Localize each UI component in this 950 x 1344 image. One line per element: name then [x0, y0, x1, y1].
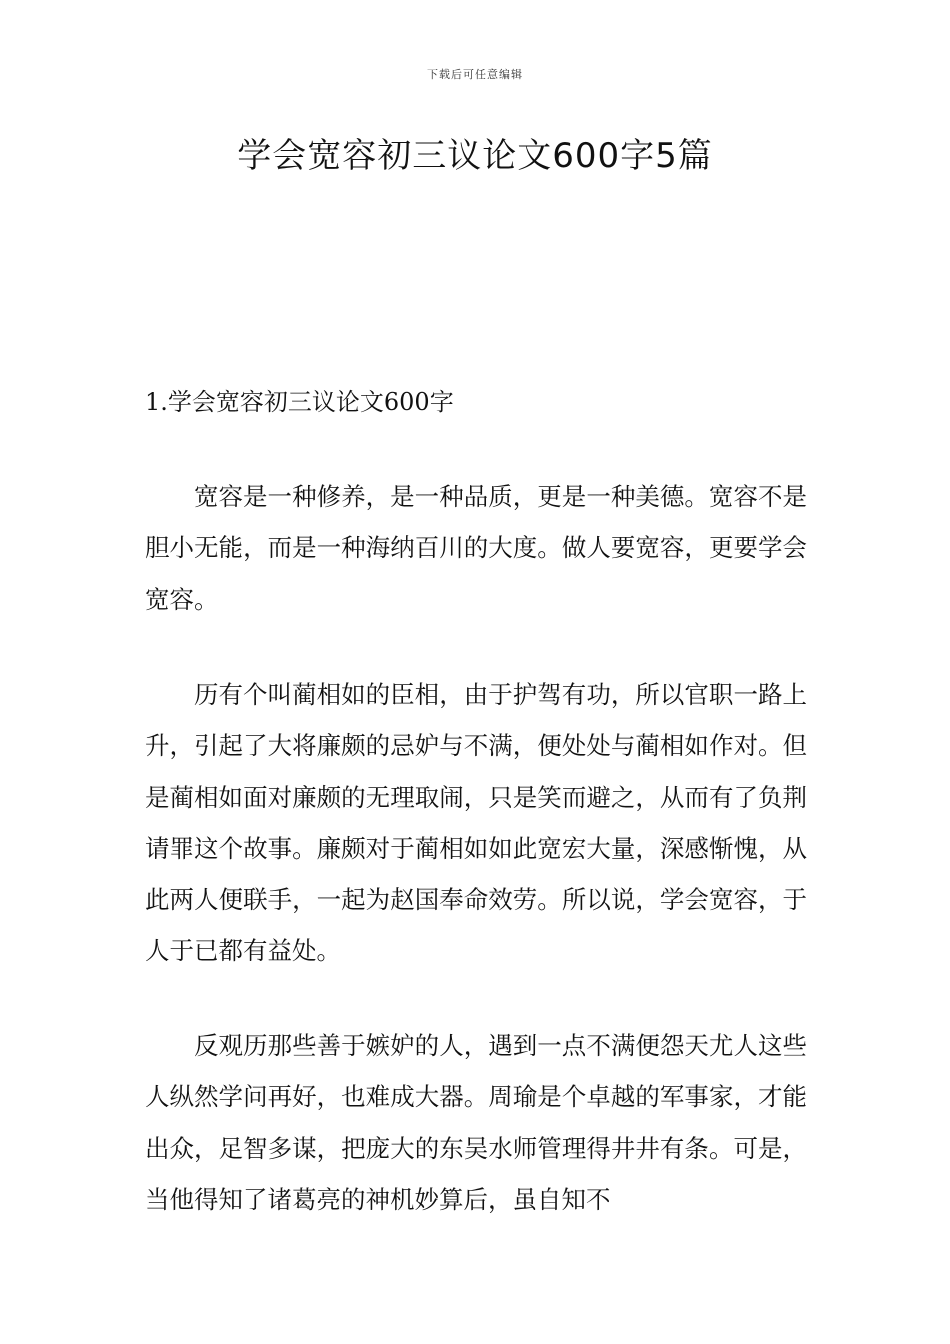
body-paragraph-3: 反观历那些善于嫉妒的人，遇到一点不满便怨天尤人这些人纵然学问再好，也难成大器。周瑜是个卓越的军事家，才能出众，足智多谋，把庞大的东吴水师管理得井井有条。可是，当他得知了诸葛亮的神机妙算后，虽自知不 — [145, 1031, 807, 1214]
header-note: 下载后可任意编辑 — [427, 68, 523, 81]
document-title: 学会宽容初三议论文600字5篇 — [237, 136, 713, 176]
section-heading: 1.学会宽容初三议论文600字 — [145, 388, 454, 416]
body-paragraph-1: 宽容是一种修养，是一种品质，更是一种美德。宽容不是胆小无能，而是一种海纳百川的大度。做人要宽容，更要学会宽容。 — [145, 482, 807, 614]
body-paragraph-2: 历有个叫蔺相如的臣相，由于护驾有功，所以官职一路上升，引起了大将廉颇的忌妒与不满，便处处与蔺相如作对。但是蔺相如面对廉颇的无理取闹，只是笑而避之，从而有了负荆请罪这个故事。廉颇对于蔺相如如此宽宏大量，深感惭愧，从此两人便联手，一起为赵国奉命效劳。所以说，学会宽容，于人于已都有益处。 — [145, 680, 807, 966]
